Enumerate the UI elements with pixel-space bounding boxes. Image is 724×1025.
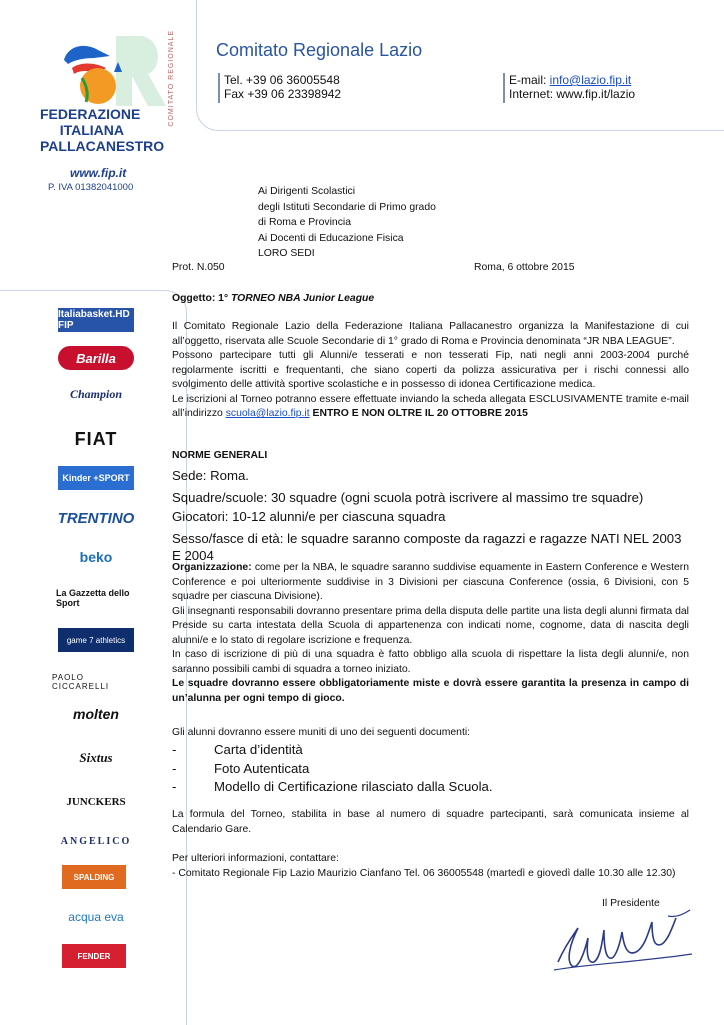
sponsor-spalding-logo: SPALDING bbox=[62, 865, 126, 889]
sponsor-trentino-logo: TRENTINO bbox=[57, 509, 135, 527]
subject-text: TORNEO NBA Junior League bbox=[228, 293, 375, 304]
sponsor-ciccarelli-logo: PAOLO CICCARELLI bbox=[52, 673, 110, 691]
sponsor-sixtus-logo: Sixtus bbox=[79, 750, 113, 765]
recipient-line: Ai Docenti di Educazione Fisica bbox=[258, 232, 404, 244]
recipient-line: LORO SEDI bbox=[258, 248, 315, 259]
comitato-regionale-vertical-label: COMITATO REGIONALE bbox=[168, 30, 175, 127]
paragraph-formula: La formula del Torneo, stabilita in base al numero di squadre partecipanti, sarà comunicata insieme al Calendario Gare. bbox=[172, 809, 689, 835]
signature-icon bbox=[548, 904, 698, 980]
sponsor-game7-logo: game 7 athletics bbox=[58, 628, 134, 652]
info-intro: Per ulteriori informazioni, contattare: bbox=[172, 853, 339, 864]
sponsor-molten-logo: molten bbox=[73, 706, 119, 722]
sponsor-champion-logo: Champion bbox=[69, 386, 123, 401]
info-contact: - Comitato Regionale Fip Lazio Maurizio Cianfano Tel. 06 36005548 (martedì e giovedì dalle 10.30 alle 12.30) bbox=[172, 867, 676, 879]
subject-label: Oggetto: 1° bbox=[172, 293, 229, 304]
header-email bbox=[509, 73, 631, 87]
sponsor-angelico-logo: ANGELICO bbox=[60, 835, 132, 847]
email-label: E-mail: bbox=[509, 73, 550, 87]
fip-piva: P. IVA 01382041000 bbox=[48, 182, 134, 193]
header-divider-right bbox=[503, 73, 505, 103]
norme-generali-title: NORME GENERALI bbox=[172, 450, 268, 461]
body-main bbox=[172, 320, 689, 422]
registration-text: Le iscrizioni al Torneo potranno essere effettuate inviando la scheda allegata ESCLUSIVAMENTE tramite e-mail all’indirizzo bbox=[172, 393, 689, 419]
document-item-label: Carta d’identità bbox=[214, 742, 303, 757]
document-date: Roma, 6 ottobre 2015 bbox=[474, 262, 575, 273]
sponsor-fiat-logo: FIAT bbox=[74, 428, 118, 449]
rule-sede: Sede: Roma. bbox=[172, 468, 249, 483]
sponsor-junckers-logo: JUNCKERS bbox=[66, 796, 126, 808]
registration-deadline: ENTRO E NON OLTRE IL 20 OTTOBRE 2015 bbox=[309, 408, 528, 419]
paragraph-organizzazione bbox=[172, 561, 689, 605]
paragraph-registration bbox=[172, 393, 689, 422]
document-item: - Foto Autenticata bbox=[172, 760, 310, 776]
sponsor-beko-logo: beko bbox=[79, 549, 113, 565]
rule-giocatori: Giocatori: 10-12 alunni/e per ciascuna squadra bbox=[172, 509, 446, 524]
document-item: - Carta d’identità bbox=[172, 742, 303, 757]
header-fax: Fax +39 06 23398942 bbox=[224, 87, 342, 101]
fip-name bbox=[40, 106, 165, 154]
paragraph-squadre-miste: Le squadre dovranno essere obbligatoriamente miste e dovrà essere garantita la presenza in campo di un’alunna per ogni tempo di gioco. bbox=[172, 678, 689, 704]
fip-logo-icon bbox=[58, 28, 170, 108]
fip-website[interactable]: www.fip.it bbox=[70, 166, 127, 180]
sponsor-barilla-logo: Barilla bbox=[58, 346, 134, 370]
sponsor-kinder-sport-logo: Kinder +SPORT bbox=[58, 466, 134, 490]
paragraph-iscrizione: In caso di iscrizione di più di una squadra è fatto obbligo alla scuola di rispettare la lista degli alunni/e, non saranno possibili cambi di squadra a torneo iniziato. bbox=[172, 649, 689, 675]
sponsor-acqua-eva-logo: acqua eva bbox=[68, 910, 124, 924]
paragraph-intro: Il Comitato Regionale Lazio della Federazione Italiana Pallacanestro organizza la Manifestazione di cui all’oggetto, riservata alle Scuole Secondarie di 1° grado di Roma e Provincia denominata “JR NBA LEAGUE”. bbox=[172, 321, 689, 347]
header-title: Comitato Regionale Lazio bbox=[216, 40, 423, 60]
recipient-line: degli Istituti Secondarie di Primo grado bbox=[258, 201, 436, 213]
organizzazione-label: Organizzazione: bbox=[172, 562, 252, 573]
email-link[interactable]: info@lazio.fip.it bbox=[549, 73, 632, 87]
norme-generali-list bbox=[172, 467, 689, 565]
rule-squadre: Squadre/scuole: 30 squadre (ogni scuola potrà iscrivere al massimo tre squadre) bbox=[172, 489, 644, 505]
recipient-line: Ai Dirigenti Scolastici bbox=[258, 186, 356, 197]
sponsor-fender-logo: FENDER bbox=[62, 944, 126, 968]
header-divider bbox=[218, 73, 220, 103]
fip-name-line2: ITALIANA bbox=[59, 122, 124, 138]
fip-name-line3: PALLACANESTRO bbox=[40, 138, 165, 154]
header-panel bbox=[196, 0, 724, 131]
document-item-label: Modello di Certificazione rilasciato dalla Scuola. bbox=[214, 779, 493, 794]
sponsor-italiabasket-logo: Italiabasket.HD FIP bbox=[58, 308, 134, 332]
protocol-number: Prot. N.050 bbox=[172, 262, 225, 273]
signature-title: Il Presidente bbox=[602, 898, 660, 909]
header-tel: Tel. +39 06 36005548 bbox=[224, 73, 340, 87]
paragraph-insegnanti: Gli insegnanti responsabili dovranno presentare prima della disputa delle partite una lista degli alunni firmata dal Preside su carta intestata della Scuola di appartenenza con indicati nome, cognome, data di nascita degli alunni/e e lo stato di regolare iscrizione e frequenza. bbox=[172, 605, 689, 646]
recipient-line: di Roma e Provincia bbox=[258, 217, 351, 228]
body-organizzazione bbox=[172, 561, 689, 706]
organizzazione-text: come per la NBA, le squadre saranno suddivise equamente in Eastern Conference e Western Conference e poi ulteriormente suddivise in 3 Divisioni per ciascuna Conference (ossia, 6 Divisioni, con 5 squadre per ciascuna Divisione). bbox=[172, 562, 689, 602]
info-block bbox=[172, 852, 689, 881]
document-item-label: Foto Autenticata bbox=[214, 760, 310, 776]
paragraph-participants: Possono partecipare tutti gli Alunni/e tesserati e non tesserati Fip, nati negli anni 2003-2004 purché regolarmente iscritti e frequentanti, che siano coperti da polizza assicurativa per i rischi connessi allo svolgimento delle attività sportive scolastiche e in possesso di idonea Certificazione medica. bbox=[172, 350, 689, 390]
subject-line bbox=[172, 292, 374, 307]
documents-intro: Gli alunni dovranno essere muniti di uno dei seguenti documenti: bbox=[172, 727, 471, 738]
document-item: - Modello di Certificazione rilasciato dalla Scuola. bbox=[172, 779, 493, 794]
documents-list bbox=[172, 741, 493, 797]
header-internet: Internet: www.fip.it/lazio bbox=[509, 87, 636, 101]
fip-name-line1: FEDERAZIONE bbox=[40, 106, 141, 122]
rule-sesso: Sesso/fasce di età: le squadre saranno composte da ragazzi e ragazze NATI NEL 2003 E 2004 bbox=[172, 530, 682, 563]
sponsor-gazzetta-logo: La Gazzetta dello Sport bbox=[56, 588, 130, 608]
registration-email-link[interactable]: scuola@lazio.fip.it bbox=[225, 408, 310, 419]
recipients-block bbox=[258, 184, 436, 262]
